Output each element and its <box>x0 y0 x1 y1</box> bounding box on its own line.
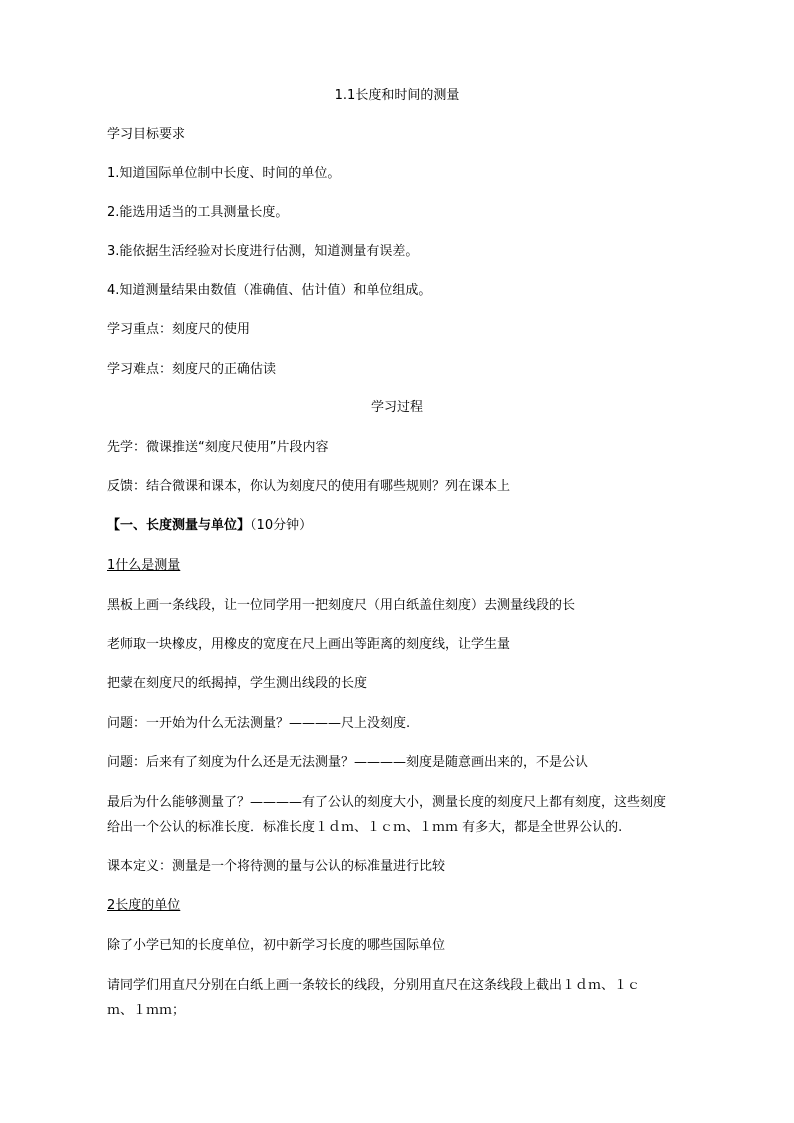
goal-item-2: 2.能选用适当的工具测量长度。 <box>107 205 289 220</box>
section-1-title: 长度测量与单位 <box>146 518 238 533</box>
subsection-2-title: 2长度的单位 <box>107 898 181 913</box>
sub2-line: 除了小学已知的长度单位，初中新学习长度的哪些国际单位 <box>107 938 446 953</box>
prestudy-line: 先学：微课推送“刻度尺使用”片段内容 <box>107 440 329 455</box>
process-heading: 学习过程 <box>370 400 423 415</box>
document-title: 1.1长度和时间的测量 <box>334 88 460 103</box>
sub1-paragraph-line-1: 最后为什么能够测量了？————有了公认的刻度大小，测量长度的刻度尺上都有刻度，这些刻度 <box>107 795 667 810</box>
goal-item-4: 4.知道测量结果由数值（准确值、估计值）和单位组成。 <box>107 283 432 298</box>
definition-line: 课本定义：测量是一个将待测的量与公认的标准量进行比较 <box>107 859 446 874</box>
sub1-line-2: 老师取一块橡皮，用橡皮的宽度在尺上画出等距离的刻度线，让学生量 <box>107 637 511 652</box>
sub1-line-5: 问题：后来有了刻度为什么还是无法测量？————刻度是随意画出来的，不是公认 <box>107 755 589 770</box>
difficulty-point: 学习难点：刻度尺的正确估读 <box>107 362 277 377</box>
goal-item-3: 3.能依据生活经验对长度进行估测，知道测量有误差。 <box>107 244 419 259</box>
sub1-line-3: 把蒙在刻度尺的纸揭掉，学生测出线段的长度 <box>107 676 368 691</box>
goals-heading: 学习目标要求 <box>107 127 186 142</box>
section-1-bracket-close: 】 <box>237 518 251 533</box>
sub2-task-line-2: ｍ、１ｍｍ； <box>107 1003 186 1018</box>
section-1-bracket-open: 【一、 <box>107 518 147 533</box>
sub1-line-1: 黑板上画一条线段，让一位同学用一把刻度尺（用白纸盖住刻度）去测量线段的长 <box>107 598 576 613</box>
section-1-heading <box>107 516 697 536</box>
feedback-line: 反馈：结合微课和课本，你认为刻度尺的使用有哪些规则？列在课本上 <box>107 479 511 494</box>
section-1-time: （10分钟） <box>250 518 313 533</box>
sub2-task-line-1: 请同学们用直尺分别在白纸上画一条较长的线段，分别用直尺在这条线段上截出１ｄｍ、１ｃ <box>107 978 641 993</box>
goal-item-1: 1.知道国际单位制中长度、时间的单位。 <box>107 166 341 181</box>
subsection-1-title: 1什么是测量 <box>107 558 181 573</box>
sub1-line-4: 问题：一开始为什么无法测量？————尺上没刻度. <box>107 716 411 731</box>
key-point: 学习重点：刻度尺的使用 <box>107 322 251 337</box>
sub1-paragraph-line-2: 给出一个公认的标准长度．标准长度１ｄｍ、１ｃｍ、１ｍｍ 有多大，都是全世界公认的. <box>107 820 623 835</box>
